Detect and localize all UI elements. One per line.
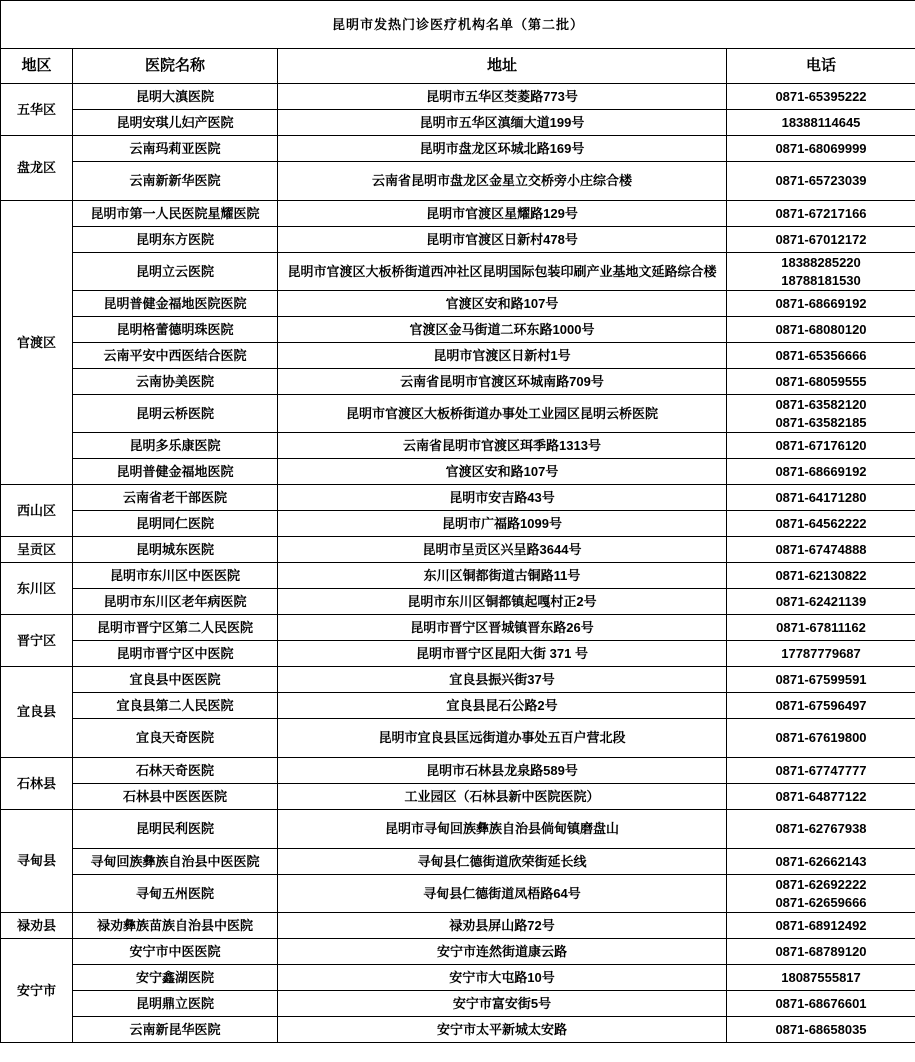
table-row — [1, 201, 915, 227]
hospital-name-cell: 云南平安中西医结合医院 — [73, 343, 278, 369]
address-cell: 昆明市石林县龙泉路589号 — [278, 758, 727, 784]
column-header-phone: 电话 — [727, 49, 915, 84]
address-cell: 宜良县昆石公路2号 — [278, 693, 727, 719]
address-cell: 云南省昆明市盘龙区金星立交桥旁小庄综合楼 — [278, 162, 727, 201]
hospital-name-cell: 昆明市东川区老年病医院 — [73, 589, 278, 615]
table-row — [1, 589, 915, 615]
region-cell: 呈贡区 — [1, 537, 73, 563]
phone-cell — [727, 758, 915, 784]
table-row — [1, 369, 915, 395]
hospital-name-cell: 寻甸五州医院 — [73, 875, 278, 913]
phone-cell — [727, 615, 915, 641]
phone-number: 18788181530 — [781, 272, 861, 288]
table-row — [1, 913, 915, 939]
table-row — [1, 615, 915, 641]
address-cell: 昆明市官渡区大板桥街道西冲社区昆明国际包装印刷产业基地文延路综合楼 — [278, 253, 727, 291]
hospital-name-cell: 云南玛莉亚医院 — [73, 136, 278, 162]
phone-number: 0871-64171280 — [775, 489, 867, 505]
hospital-table-body — [1, 84, 915, 1043]
phone-cell — [727, 537, 915, 563]
table-row — [1, 965, 915, 991]
phone-number: 0871-62692222 — [775, 877, 867, 893]
hospital-name-cell: 安宁鑫湖医院 — [73, 965, 278, 991]
address-cell: 昆明市呈贡区兴呈路3644号 — [278, 537, 727, 563]
phone-number: 0871-62662143 — [775, 853, 867, 869]
table-row — [1, 1017, 915, 1043]
table-row — [1, 433, 915, 459]
phone-number: 0871-67619800 — [775, 730, 867, 746]
phone-cell — [727, 485, 915, 511]
region-cell: 晋宁区 — [1, 615, 73, 667]
phone-number: 0871-68669192 — [775, 463, 867, 479]
phone-cell — [727, 84, 915, 110]
hospital-name-cell: 昆明民利医院 — [73, 810, 278, 849]
table-row — [1, 162, 915, 201]
table-row — [1, 563, 915, 589]
address-cell: 宜良县振兴街37号 — [278, 667, 727, 693]
address-cell: 寻甸县仁德街道欣荣街延长线 — [278, 849, 727, 875]
hospital-name-cell: 宜良天奇医院 — [73, 719, 278, 758]
table-row — [1, 291, 915, 317]
table-row — [1, 641, 915, 667]
address-cell: 官渡区安和路107号 — [278, 459, 727, 485]
table-row — [1, 395, 915, 433]
phone-cell — [727, 369, 915, 395]
address-cell: 昆明市安吉路43号 — [278, 485, 727, 511]
phone-number: 0871-68789120 — [775, 944, 867, 959]
hospital-name-cell: 宜良县中医医院 — [73, 667, 278, 693]
phone-number: 0871-62130822 — [775, 567, 867, 583]
address-cell: 工业园区（石林县新中医院医院） — [278, 784, 727, 810]
address-cell: 昆明市五华区滇缅大道199号 — [278, 110, 727, 136]
region-cell: 禄劝县 — [1, 913, 73, 939]
address-cell: 官渡区金马街道二环东路1000号 — [278, 317, 727, 343]
phone-cell — [727, 965, 915, 991]
region-cell: 安宁市 — [1, 939, 73, 1043]
phone-number: 18388285220 — [781, 255, 861, 270]
phone-cell — [727, 201, 915, 227]
phone-number: 0871-65723039 — [775, 173, 867, 189]
phone-number: 0871-64562222 — [775, 515, 867, 531]
address-cell: 安宁市连然街道康云路 — [278, 939, 727, 965]
region-cell: 官渡区 — [1, 201, 73, 485]
hospital-name-cell: 昆明城东医院 — [73, 537, 278, 563]
phone-cell — [727, 317, 915, 343]
hospital-name-cell: 禄劝彝族苗族自治县中医院 — [73, 913, 278, 939]
address-cell: 安宁市太平新城太安路 — [278, 1017, 727, 1043]
phone-cell — [727, 563, 915, 589]
region-cell: 石林县 — [1, 758, 73, 810]
phone-number: 0871-64877122 — [775, 788, 867, 804]
address-cell: 昆明市五华区茭菱路773号 — [278, 84, 727, 110]
hospital-name-cell: 石林县中医医医院 — [73, 784, 278, 810]
phone-cell — [727, 991, 915, 1017]
table-row — [1, 227, 915, 253]
address-cell: 昆明市官渡区星耀路129号 — [278, 201, 727, 227]
table-row — [1, 459, 915, 485]
table-row — [1, 317, 915, 343]
phone-cell — [727, 162, 915, 201]
address-cell: 安宁市大屯路10号 — [278, 965, 727, 991]
table-row — [1, 693, 915, 719]
table-row — [1, 511, 915, 537]
address-cell: 昆明市官渡区日新村478号 — [278, 227, 727, 253]
phone-number: 0871-63582120 — [775, 397, 867, 413]
phone-cell — [727, 693, 915, 719]
address-cell: 东川区铜都街道古铜路11号 — [278, 563, 727, 589]
phone-cell — [727, 395, 915, 433]
address-cell: 官渡区安和路107号 — [278, 291, 727, 317]
address-cell: 昆明市宜良县匡远街道办事处五百户营北段 — [278, 719, 727, 758]
hospital-name-cell: 昆明安琪儿妇产医院 — [73, 110, 278, 136]
hospital-name-cell: 昆明多乐康医院 — [73, 433, 278, 459]
phone-number: 0871-68658035 — [775, 1022, 867, 1037]
region-cell: 西山区 — [1, 485, 73, 537]
phone-number: 0871-67596497 — [775, 697, 867, 713]
phone-cell — [727, 875, 915, 913]
phone-cell — [727, 291, 915, 317]
hospital-name-cell: 云南新昆华医院 — [73, 1017, 278, 1043]
phone-number: 0871-67012172 — [775, 231, 867, 247]
phone-number: 0871-62659666 — [775, 894, 867, 910]
table-row — [1, 939, 915, 965]
table-row — [1, 810, 915, 849]
title-row — [1, 1, 915, 49]
hospital-name-cell: 昆明立云医院 — [73, 253, 278, 291]
phone-cell — [727, 1017, 915, 1043]
hospital-name-cell: 昆明普健金福地医院 — [73, 459, 278, 485]
column-header-row — [1, 49, 915, 84]
hospital-name-cell: 昆明市东川区中医医院 — [73, 563, 278, 589]
address-cell: 昆明市广福路1099号 — [278, 511, 727, 537]
address-cell: 云南省昆明市官渡区环城南路709号 — [278, 369, 727, 395]
phone-cell — [727, 849, 915, 875]
table-row — [1, 758, 915, 784]
address-cell: 昆明市寻甸回族彝族自治县倘甸镇磨盘山 — [278, 810, 727, 849]
region-cell: 寻甸县 — [1, 810, 73, 913]
address-cell: 昆明市盘龙区环城北路169号 — [278, 136, 727, 162]
phone-cell — [727, 784, 915, 810]
phone-cell — [727, 589, 915, 615]
phone-cell — [727, 667, 915, 693]
column-header-address: 地址 — [278, 49, 727, 84]
phone-number: 0871-67747777 — [775, 762, 867, 778]
table-row — [1, 719, 915, 758]
hospital-name-cell: 昆明市晋宁区第二人民医院 — [73, 615, 278, 641]
phone-cell — [727, 227, 915, 253]
address-cell: 安宁市富安街5号 — [278, 991, 727, 1017]
hospital-name-cell: 云南省老干部医院 — [73, 485, 278, 511]
hospital-name-cell: 昆明东方医院 — [73, 227, 278, 253]
phone-cell — [727, 913, 915, 939]
phone-number: 0871-67599591 — [775, 671, 867, 687]
phone-cell — [727, 253, 915, 291]
hospital-name-cell: 昆明市晋宁区中医院 — [73, 641, 278, 667]
table-row — [1, 784, 915, 810]
table-row — [1, 343, 915, 369]
address-cell: 禄劝县屏山路72号 — [278, 913, 727, 939]
table-row — [1, 667, 915, 693]
hospital-name-cell: 石林天奇医院 — [73, 758, 278, 784]
phone-number: 0871-62421139 — [775, 593, 867, 609]
page-title: 昆明市发热门诊医疗机构名单（第二批） — [1, 1, 915, 49]
hospital-name-cell: 宜良县第二人民医院 — [73, 693, 278, 719]
hospital-name-cell: 昆明大滇医院 — [73, 84, 278, 110]
region-cell: 五华区 — [1, 84, 73, 136]
phone-cell — [727, 459, 915, 485]
address-cell: 昆明市晋宁区昆阳大街 371 号 — [278, 641, 727, 667]
phone-cell — [727, 110, 915, 136]
phone-number: 0871-68080120 — [775, 321, 867, 337]
phone-number: 18087555817 — [781, 970, 861, 985]
phone-number: 17787779687 — [781, 645, 861, 661]
address-cell: 昆明市东川区铜都镇起嘎村正2号 — [278, 589, 727, 615]
table-row — [1, 875, 915, 913]
region-cell: 东川区 — [1, 563, 73, 615]
hospital-name-cell: 昆明普健金福地医院医院 — [73, 291, 278, 317]
phone-cell — [727, 810, 915, 849]
hospital-name-cell: 寻甸回族彝族自治县中医医院 — [73, 849, 278, 875]
phone-number: 0871-65356666 — [775, 347, 867, 363]
phone-cell — [727, 343, 915, 369]
phone-number: 0871-67474888 — [775, 541, 867, 557]
column-header-hospital: 医院名称 — [73, 49, 278, 84]
hospital-name-cell: 云南协美医院 — [73, 369, 278, 395]
table-row — [1, 253, 915, 291]
hospital-name-cell: 昆明鼎立医院 — [73, 991, 278, 1017]
phone-cell — [727, 641, 915, 667]
address-cell: 云南省昆明市官渡区珥季路1313号 — [278, 433, 727, 459]
hospital-name-cell: 云南新新华医院 — [73, 162, 278, 201]
table-row — [1, 537, 915, 563]
hospital-name-cell: 昆明云桥医院 — [73, 395, 278, 433]
address-cell: 昆明市晋宁区晋城镇晋东路26号 — [278, 615, 727, 641]
region-cell: 宜良县 — [1, 667, 73, 758]
hospital-name-cell: 昆明同仁医院 — [73, 511, 278, 537]
phone-cell — [727, 433, 915, 459]
table-row — [1, 991, 915, 1017]
address-cell: 昆明市官渡区大板桥街道办事处工业园区昆明云桥医院 — [278, 395, 727, 433]
phone-number: 0871-67217166 — [775, 205, 867, 221]
phone-number: 0871-67811162 — [776, 619, 866, 635]
phone-number: 0871-68676601 — [775, 996, 867, 1011]
phone-cell — [727, 719, 915, 758]
table-row — [1, 849, 915, 875]
phone-number: 0871-68059555 — [775, 373, 867, 389]
phone-number: 0871-68069999 — [775, 140, 867, 156]
table-row — [1, 485, 915, 511]
phone-number: 18388114645 — [781, 114, 861, 130]
phone-number: 0871-67176120 — [775, 437, 867, 453]
phone-cell — [727, 136, 915, 162]
phone-number: 0871-68669192 — [775, 295, 867, 311]
phone-cell — [727, 511, 915, 537]
hospital-name-cell: 安宁市中医医院 — [73, 939, 278, 965]
address-cell: 昆明市官渡区日新村1号 — [278, 343, 727, 369]
region-cell: 盘龙区 — [1, 136, 73, 201]
column-header-region: 地区 — [1, 49, 73, 84]
table-row — [1, 84, 915, 110]
phone-cell — [727, 939, 915, 965]
phone-number: 0871-63582185 — [775, 414, 867, 430]
hospital-name-cell: 昆明市第一人民医院星耀医院 — [73, 201, 278, 227]
table-row — [1, 136, 915, 162]
address-cell: 寻甸县仁德街道凤梧路64号 — [278, 875, 727, 913]
phone-number: 0871-62767938 — [775, 821, 867, 837]
phone-number: 0871-65395222 — [775, 88, 867, 104]
phone-number: 0871-68912492 — [775, 918, 867, 933]
hospital-name-cell: 昆明格蕾德明珠医院 — [73, 317, 278, 343]
table-row — [1, 110, 915, 136]
